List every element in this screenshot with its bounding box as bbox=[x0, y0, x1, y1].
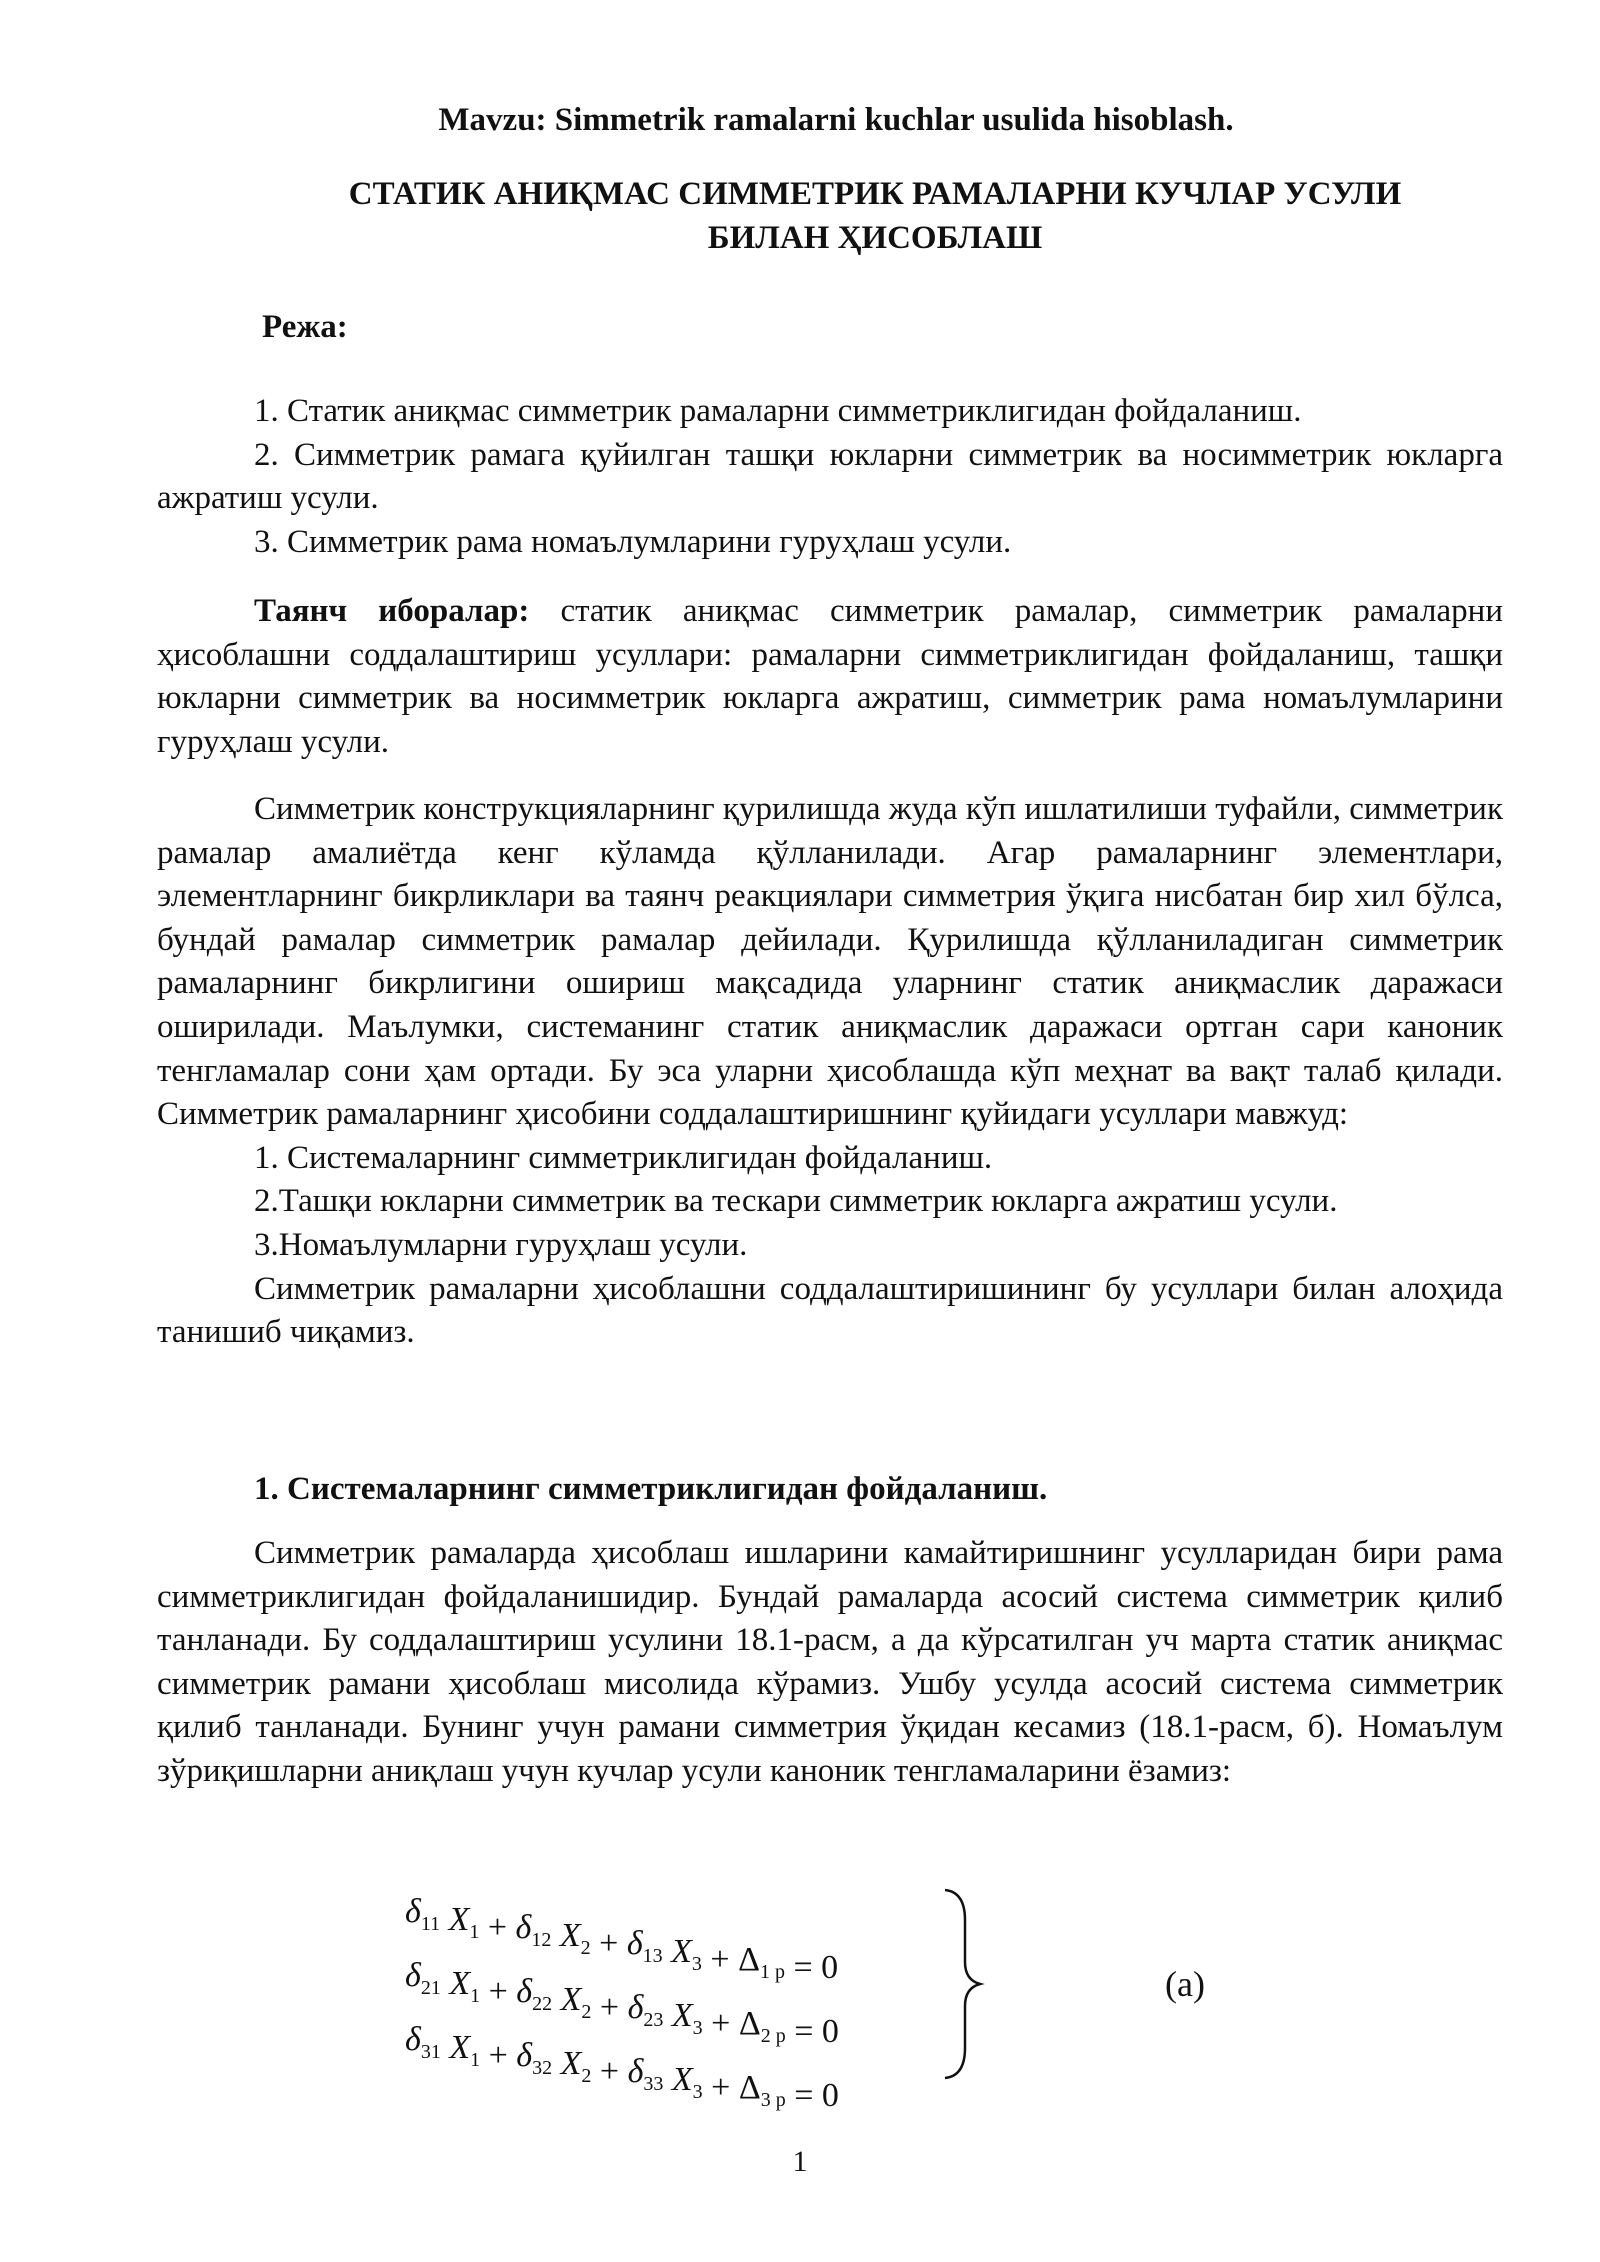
section1-heading-block bbox=[157, 1468, 1503, 1512]
equation-row-2: $\delta_{21}$ $X_1 + \delta_{22}$ $X_2 + \delta_{23}$ $X_3 + \Delta_{2 p} = 0$ bbox=[405, 1957, 839, 2050]
canonical-equations bbox=[405, 1880, 1265, 2114]
document-title bbox=[240, 172, 1510, 260]
right-brace bbox=[945, 1890, 980, 2078]
section1-paragraph: Симметрик рамаларда ҳисоблаш ишларини камайтиришнинг усулларидан бири рама симметриклигидан фойдаланишидир. Бундай рамаларда асосий система симметрик қилиб танланади. Бу соддалаштириш усулини 18.1-расм, а да кўрсатилган уч марта статик аниқмас симметрик рамани ҳисоблаш мисолида кўрамиз. Ушбу усулда асосий система симметрик қилиб танланади. Бунинг учун рамани симметрия ўқидан кесамиз (18.1-расм, б). Номаълум зўриқишларни аниқлаш учун кучлар усули каноник тенгламаларини ёзамиз: bbox=[157, 1535, 1503, 1789]
methods-outro: Симметрик рамаларни ҳисоблашни соддалаштиришининг бу усуллари билан алоҳида танишиб чиқамиз. bbox=[157, 1270, 1503, 1351]
intro-paragraph: Симметрик конструкцияларнинг қурилишда жуда кўп ишлатилиши туфайли, симметрик рамалар амалиётда кенг кўламда қўлланилади. Агар рамаларнинг элементлари, элементларнинг бикрликлари ва таянч реакциялари симметрия ўқига нисбатан бир хил бўлса, бундай рамалар симметрик рамалар дейилади. Қурилишда қўлланиладиган симметрик рамаларнинг бикрлигини ошириш мақсадида уларнинг статик аниқмаслик даражаси оширилади. Маълумки, системанинг статик аниқмаслик даражаси ортган сари каноник тенгламалар сони ҳам ортади. Бу эса уларни ҳисоблашда кўп меҳнат ва вақт талаб қилади. Симметрик рамаларнинг ҳисобини соддалаштиришнинг қуйидаги усуллари мавжуд: bbox=[157, 791, 1503, 1133]
title-line-2: БИЛАН ҲИСОБЛАШ bbox=[707, 220, 1043, 256]
intro-section bbox=[157, 788, 1503, 1355]
title-line-1: СТАТИК АНИҚМАС СИММЕТРИК РАМАЛАРНИ КУЧЛАР УСУЛИ bbox=[348, 176, 1402, 212]
method-item-2: 2.Ташқи юкларни симметрик ва тескари симметрик юкларга ажратиш усули. bbox=[254, 1183, 1338, 1220]
keywords-paragraph bbox=[157, 590, 1503, 764]
plan-item-3: 3. Симметрик рама номаълумларини гуруҳлаш усули. bbox=[254, 523, 1012, 560]
plan-heading: Режа: bbox=[262, 309, 348, 345]
equation-row-3: $\delta_{31}$ $X_1 + \delta_{32}$ $X_2 + \delta_{33}$ $X_3 + \Delta_{3 p} = 0$ bbox=[405, 2021, 839, 2114]
plan-item-1: 1. Статик аниқмас симметрик рамаларни симметриклигидан фойдаланиш. bbox=[254, 393, 1302, 429]
topic-heading: Mavzu: Simmetrik ramalarni kuchlar usulida hisoblash. bbox=[438, 102, 1234, 138]
equations-svg bbox=[405, 1880, 1265, 2114]
keywords-label: Таянч иборалар: bbox=[254, 593, 530, 629]
plan-item-2: 2. Симметрик рамага қуйилган ташқи юкларни симметрик ва носимметрик юкларга ажратиш усули. bbox=[157, 436, 1503, 517]
method-item-1: 1. Системаларнинг симметриклигидан фойдаланиш. bbox=[254, 1139, 993, 1176]
keywords-text: статик аниқмас симметрик рамалар, симметрик рамаларни ҳисоблашни соддалаштириш усуллари: рамаларни симметриклигидан фойдаланиш, ташқи юкларни симметрик ва носимметрик юкларга ажратиш, симметрик рама номаълумларини гуруҳлаш усули. bbox=[157, 593, 1503, 760]
equation-row-1: $\delta_{11}$ $X_1 + \delta_{12}$ $X_2 + \delta_{13}$ $X_3 + \Delta_{1 p} = 0$ bbox=[405, 1893, 839, 1986]
section1-body bbox=[157, 1532, 1503, 1794]
method-item-3: 3.Номаълумларни гуруҳлаш усули. bbox=[254, 1226, 748, 1263]
page-number: 1 bbox=[792, 2145, 808, 2178]
section1-heading: 1. Системаларнинг симметриклигидан фойдаланиш. bbox=[254, 1471, 1048, 1507]
plan-list bbox=[157, 390, 1503, 564]
equation-label: (a) bbox=[1165, 1964, 1205, 2004]
